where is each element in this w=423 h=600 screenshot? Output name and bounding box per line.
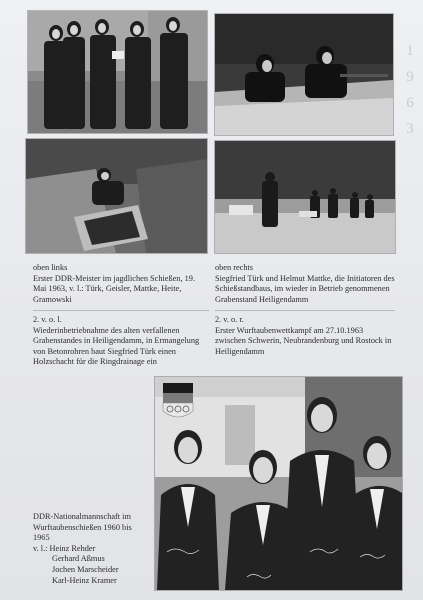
caption-heading: oben rechts [215, 263, 254, 272]
year-digit: 9 [406, 69, 414, 85]
caption-second-left [33, 315, 211, 368]
caption-second-right [215, 315, 395, 357]
caption-text: Erster DDR-Meister im jagdlichen Schießen, 19. Mai 1963, v. l.: Türk, Geisler, Mattke, Heite, Gramowski [33, 273, 195, 304]
caption-line: DDR-Nationalmannschaft im [33, 512, 131, 521]
photo-ddr-champions-group [28, 11, 207, 133]
team-member: v. l.: Heinz Rehder [33, 543, 96, 553]
caption-heading: 2. v. o. r. [215, 315, 244, 324]
year-vertical [401, 38, 419, 142]
photo-ddr-national-team [155, 377, 402, 590]
caption-national-team [33, 512, 153, 586]
caption-top-left [33, 263, 209, 305]
caption-line: 1965 [33, 533, 50, 543]
separator-line [215, 310, 395, 311]
separator-line [33, 310, 209, 311]
caption-heading: oben links [33, 263, 68, 272]
photo-image [215, 14, 393, 135]
caption-line: Wurftaubenschießen 1960 bis [33, 522, 132, 532]
photo-image [26, 139, 207, 253]
caption-text: Erster Wurftaubenwettkampf am 27.10.1963 zwischen Schwerin, Neubrandenburg und Rostock in Heiligendamm [215, 325, 392, 356]
photo-image [215, 141, 395, 253]
year-digit: 6 [406, 95, 414, 111]
photo-tuerk-building-wood-shaft [26, 139, 207, 253]
team-member: Jochen Marscheider [52, 564, 119, 574]
team-member: Karl-Heinz Kramer [52, 575, 117, 585]
photo-first-clay-pigeon-competition [215, 141, 395, 253]
year-digit: 1 [406, 43, 414, 59]
team-member: Gerhard Aßmus [52, 554, 105, 564]
caption-text: Wiederinbetriebnahme des alten verfallenen Grabenstandes in Heiligendamm, in Ermangelung von Betonrohren baut Siegfried Türk einen Holzschacht für die Ringdrainage ein [33, 325, 200, 367]
caption-heading: 2. v. o. l. [33, 315, 62, 324]
photo-tuerk-mattke-shooting-stand [215, 14, 393, 135]
photo-image [155, 377, 402, 590]
team-member-list [33, 544, 153, 586]
year-digit: 3 [406, 121, 414, 137]
caption-top-right [215, 263, 395, 305]
caption-text: Siegfried Türk und Helmut Mattke, die Initiatoren des Schießstandbaus, im wieder in Betrieb genommenen Grabenstand Heiligendamm [215, 273, 395, 304]
photo-image [28, 11, 207, 133]
